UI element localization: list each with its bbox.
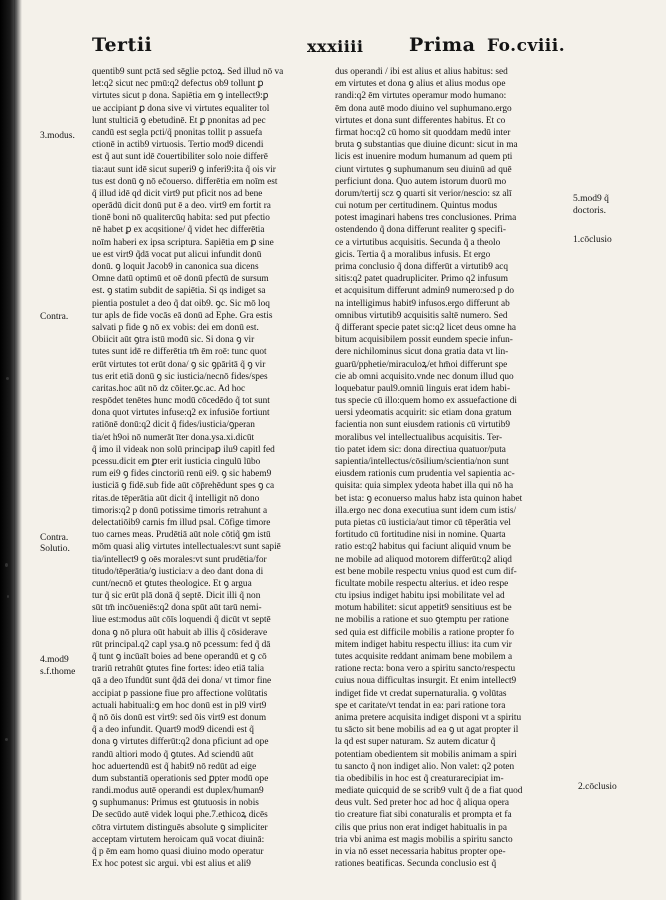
left-column-line: hoc aduertendū est q̃ habit9 nō redūt ad eige [92,761,257,772]
left-column-line: donū. ꝯ loquit Jacob9 in canonica sua dicens [92,262,259,272]
right-column-line: uersi ydeomatis acquirit: sic etiam dona gratum [335,408,512,419]
left-column-line: cōtra virtutem distinguēs absolute ꝯ simpliciter [92,822,268,833]
right-column-line: tria vbi anima est magis mobilis a spiritu sancto [335,834,513,845]
ink-speck [5,563,8,567]
left-column-line: est q̃ aut sunt idē c̄ouertibiliter solo noie differē [92,152,268,163]
left-column-line: iusticiā ꝯ fidē.sub fide aūt cōp̄rehēdunt spes ꝯ ca [92,481,275,492]
left-column-line: Obiicit aūt ꝯtra istū modū sic. Si dona ꝯ vir [92,335,255,346]
right-column-line: est bene mobile respectu vnius quod est cum dif- [335,566,517,577]
right-column-line: tus specie cū illo:quem homo ex assuefactione di [335,396,518,407]
left-column-line: liue est:modus aūt cōīs loquendi q̃ dicūt vt septē [92,615,271,626]
running-header [92,34,612,64]
left-column-line: Omne datū optimū et oē donū pfectū de sursum [92,274,269,285]
right-column-line: ctu ipsius indiget habitu ipsi mobilitate vel ad [335,591,505,602]
header-folio-number: Fo.cviii. [487,36,566,56]
right-column-line: cilis que prius non erat indiget habitualis in pa [335,822,507,833]
right-column-line: ciunt virtutes ꝯ suphumanum seu diuinū ad quē [335,164,512,175]
left-column-line: q̃ a deo infundit. Quart9 mod9 dicendi est q̃ [92,725,254,736]
left-column-line: erūt virtutes tot erūt dona/ ꝯ sic ꝯpāritā q̃ ꝯ vir [92,359,266,370]
left-column-line: tionē boni nō qualitercūq habita: sed put pfectio [92,213,270,224]
left-column-line: dona ꝯ nō plura oūt habuit ab illis q̃ cōsiderave [92,627,268,638]
right-column-line: omnibus virtutib9 acquisitis saltē numero. Sed [335,310,508,321]
left-column-line: tia/et h9oi nō numerāt īter dona.ysa.xi.dicūt [92,432,255,443]
right-column-line: moralibus vel intellectualibus acquisitis. Ter- [335,432,503,443]
left-column-line: tuo carnes meas. Prudētiā aūt nole cōtiq̃ ꝯm istū [92,530,271,541]
ink-speck [5,738,8,741]
margin-note-second-conclusion: 2.cōclusio [578,782,617,792]
left-column-line: tus est donū ꝯ nō ec̄ouerso. differētia em noīm est [92,176,278,187]
right-column-line: potest imaginari habens tres conclusiones. Prima [335,213,517,224]
left-column-line: operādū dicit donū put ē a deo. virt9 em fortit ra [92,201,271,212]
right-column-line: guarū/pphetie/miraculoꝝ/et hm̄oi differunt spe [335,359,508,370]
right-column-line: motum habilitet: sicut appetit9 sensitiuus est be [335,603,512,614]
right-column-line: bruta ꝯ substantias que diuine dicunt: sicut in ma [335,140,518,151]
left-column-line: let:q2 sicut nec pmū:q2 defectus ob9 tollunt ꝑ [92,79,264,90]
right-column-line: dus operandi / ibi est alius et alius habitus: sed [335,67,508,77]
left-column-line: ctionē in actib9 virtuosis. Tertio mod9 dicendi [92,140,264,151]
left-column-line: randi.modus autē operandi est duplex/human9 [92,786,264,797]
header-book-title: Tertii [92,34,153,56]
left-column-line: Ex hoc potest sic argui. vbi est alius et ali9 [92,859,251,870]
left-column-line: tutes sunt idē re differētia tm̄ ēm roē: tunc quot [92,347,267,358]
right-column-line: fortitudo cū fortitudine nisi in nomine. Quarta [335,530,506,541]
binding-shadow [0,0,22,900]
right-column-line: tu sancto q̃ non indiget alio. Non valet: q2 poten [335,761,515,772]
right-column-line: na intelligimus habit9 infusos.ergo differunt ab [335,298,510,309]
left-column-line: mōm quasi aliꝯ virtutes intellectuales:vt sunt sapiē [92,542,281,553]
right-column-line: deus vult. Sed preter hoc ad hoc q̃ aliqua opera [335,798,509,809]
right-column-line: tio patet idem sic: dona directiua quatuor/puta [335,444,506,455]
right-column-line: tu sācto sit bene mobilis ad ea ꝯ ut agat propter il [335,725,519,736]
right-column-line: cui notum per certitudinem. Quintus modus [335,201,498,212]
left-column-line: tia:aut sunt idē sicut superi9 ꝯ inferi9:ita q̃ ois vir [92,164,276,175]
left-column-line: q̃ tunt ꝯ incūaīt boies ad bene operandū et ꝯ cō [92,652,267,662]
right-column-line: dorum/tertij scz ꝯ quarti sit verior/nescio: sz alī [335,188,512,199]
left-column-line: q̃ nō ōis donū est virt9: sed ōis virt9 est donum [92,712,267,723]
right-column-line: perficiunt dona. Quo autem istorum duorū mo [335,176,507,187]
right-column-line: loquebatur paul9.omniū linguis erat idem habi- [335,383,511,394]
left-column-line: quentib9 sunt pctā sed sēglie pctoꝝ. Sed illud nō va [92,67,284,77]
left-column-line: sūt tm̄ incōueniēs:q2 dona spūt aūt tarū nemi- [92,603,262,614]
margin-note-contra: Contra. [40,312,69,322]
left-column-line: trariū retrahūt ꝯtutes fine fortes: ideo etiā talia [92,664,264,675]
right-column-line: ce a virtutibus acquisitis. Secunda q̃ a theolo [335,237,501,248]
right-column-line: sitis:q2 patet quadrupliciter. Primo q2 infusum [335,274,509,285]
right-column-line: quisita: quia simplex ydeota habet illa qui nō ha [335,481,514,492]
margin-note-doctoris: doctoris. [573,206,606,216]
right-column-line: in via nō esset necessaria habitus propter ope- [335,847,506,857]
left-column-line: tus erit etiā donū ꝯ sic iusticia/necnō fides/spes [92,371,268,382]
right-column-line: bet ista: ꝯ econuerso malus habz ista quinon habet [335,493,523,504]
right-column-line: ne mobilis a ratione et suo ꝯtemptu per ratione [335,615,509,626]
left-column-line: rūt principal.q2 capl ysa.ꝯ nō pcessum: fed q̃ dā [92,639,271,650]
margin-note-solutio: Solutio. [40,544,70,554]
left-column-line: est. ꝯ statim subdit de sapiētia. Si qs indiget sa [92,286,266,297]
left-column-line: De secūdo autē videk loqui phe.7.ethicoꝝ dicēs [92,810,268,821]
left-column-line: salvati p fide ꝯ nō ex vobis: dei em donū est. [92,322,259,333]
right-column-line: q̃ differant specie patet sic:q2 licet deus omne ha [335,322,517,333]
right-column-line: cie ab omni acquisito.vnde nec donum illud quo [335,371,514,382]
margin-note-third-mode: 3.modus. [40,131,75,141]
right-column-line: tia obedibilis in hoc est q̃ creaturarecipiat im- [335,773,504,784]
left-column-line: respōdet tenētes hunc modū cōcedēdo q̃ tot sunt [92,396,270,407]
left-column-line: q̃ imo il videak non solū principaꝑ ilu9 capitl fed [92,444,275,455]
header-part-title: Prima [409,34,476,56]
right-column-line: bitum acquisibilem possit eundem specie infun- [335,335,513,346]
margin-note-fifth-mode: 5.mod9 q̃ [573,194,609,204]
left-column-line: actuali habituali:ꝯ em hoc donū est in pl9 virt9 [92,700,267,711]
margin-note-fourth-mode: 4.mod9 [40,655,69,665]
left-column-line: ritas.de tēperātia aūt dicit q̃ intelligit nō dono [92,493,260,504]
right-column-line: et acquisitum differunt admin9 numero:sed p do [335,286,515,297]
right-column-line: dere nichilominus sicut dona gratia data vt lin- [335,347,509,358]
left-column-line: rum ei9 ꝯ fides cinctoriū renū ei9. ꝯ sic habem9 [92,469,272,480]
right-column-line: eiusdem rationis cum prudentia vel sapientia ac- [335,469,515,480]
right-column-line: licis est inuenire modum humanum ad quem pti [335,152,513,163]
left-column-line: tur apls de fide vocās eā donū ad Ephe. Gra estis [92,310,273,321]
right-column-line: illa.ergo nec dona executiua sunt idem cum istis/ [335,505,517,516]
right-column-line: ēm dona autē modo diuino vel suphumano.ergo [335,103,512,114]
left-column-line: candū est segla pcti/q̃ pnonitas tollit p assuefa [92,127,263,138]
left-column-line: acceptam virtutem heroicam quā vocat diuinā: [92,834,265,845]
right-column-line: em virtutes et dona ꝯ alius et alius modus ope [335,79,506,90]
left-column-line: q̃ p ēm eam homo quasi diuino modo operatur [92,847,264,857]
left-column-line: ꝯ suphumanus: Primus est ꝯtutuosis in nobis [92,798,259,809]
left-column-line: titudo/tēperātia/ꝯ iusticia:v a deo dant dona di [92,566,264,577]
right-column-line: ficultate mobile respectu alterius. et ideo respe [335,578,509,589]
left-column-line: pientia postulet a deo q̃ dat oib9. ꝯc. Sic mō loq [92,298,270,309]
right-column-line: cuius noua difficultas insurgit. Et enim intellect9 [335,676,517,687]
left-column-line: q̃ illud idē qd dicit virt9 put pficit nos ad bene [92,188,263,199]
right-text-column [335,66,571,870]
left-column-line: ratiōnē donū:q2 dicit q̃ fides/iusticia/ꝯperan [92,420,255,431]
left-column-line: nē habet ꝑ ex acqsitione/ q̃ videt hec differētia [92,225,265,236]
left-column-line: lunt stulticiā ꝯ ebetudinē. Et ꝑ pnonitas ad pec [92,115,266,126]
left-column-line: virtutes sicut p dona. Sapiētia em ꝯ intellect9:ꝑ [92,91,269,102]
left-column-line: tia/intellect9 ꝯ oēs morales:vt sunt prudētia/for [92,554,267,565]
left-text-column [92,66,328,870]
left-column-line: randū altiori modo q̃ ꝯtutes. Ad sciendū aūt [92,749,254,760]
right-column-line: ratio est:q2 habitus qui faciunt aliquid vnum be [335,542,511,553]
right-column-line: indiget fide vt credat supernaturalia. ꝯ volūtas [335,688,507,699]
header-section-number: xxxiiii [307,37,364,56]
right-column-line: sed quia est difficile mobilis a ratione propter fo [335,627,515,638]
right-column-line: prima conclusio q̃ dona differūt a virtutib9 acq [335,262,509,272]
page-edge-rule [14,0,15,900]
right-column-line: sapientia/intellectus/cōsilium/scientia/non sunt [335,457,509,467]
right-column-line: tutes acquisite reddant animam bene mobilem a [335,652,513,662]
left-column-line: cunt/necnō et ꝯtutes theologice. Et ꝯ argua [92,578,252,589]
left-column-line: dona quot virtutes infuse:q2 ex infusiōe fortiunt [92,408,270,419]
right-column-line: ne mobile ad aliquod motorem differūt:q2 aliqd [335,554,512,565]
right-column-line: firmat hoc:q2 cū homo sit quoddam medū inter [335,127,511,138]
left-column-line: dum substantiā operationis sed ꝑpter modū ope [92,773,269,784]
right-column-line: rationes beatificas. Secunda conclusio est q̃ [335,859,497,870]
left-column-line: pcessu.dicit em ꝑter erit iusticia cingulū lūbo [92,457,261,467]
right-column-line: facientia non sunt eiusdem rationis cū virtutib9 [335,420,511,431]
left-column-line: caritas.hoc aūt nō dz cōiter.ꝯc.ac. Ad hoc [92,383,246,394]
right-column-line: la qd est super naturam. Sz autem dicatur q̃ [335,737,496,748]
left-column-line: delectatiōib9 carnis fm illud psal. Cōfige timore [92,517,271,528]
margin-note-first-conclusion: 1.cōclusio [573,235,612,245]
ink-speck [6,377,9,380]
left-column-line: noīm haberi ex ipsa scriptura. Sapiētia em ꝑ sine [92,237,274,248]
right-column-line: ratione recta: bona vero a spiritu sancto/respectu [335,664,516,675]
right-column-line: potentiam obedientem sit mobilis animam a spiri [335,749,517,760]
left-column-line: accipiat p passione fiue pro affectione volūtatis [92,688,268,699]
margin-note-s-thome: s.f.thome [40,667,76,677]
right-column-line: randi:q2 ēm virtutes operamur modo humano: [335,91,507,102]
right-column-line: puta pietas cū iusticia/aut timor cū tēperātia vel [335,517,511,528]
left-column-line: dona ꝯ virtutes differūt:q2 dona pficiunt ad ope [92,737,269,748]
margin-note-contra-2: Contra. [40,533,69,543]
right-column-line: mediate quicquid de se scrib9 vult q̃ de a fiat quod [335,786,523,797]
right-column-line: virtutes et dona sunt differentes habitus. Et co [335,115,506,126]
left-column-line: timoris:q2 p donū potissime timoris retrahunt a [92,505,268,516]
right-column-line: gicis. Tertia q̃ a moralibus infusis. Et ergo [335,249,491,260]
left-column-line: qā a deo īfundūt sunt q̃dā dei dona/ vt timor fine [92,676,272,687]
right-column-line: anima pretere acquisita indiget disponi vt a spiritu [335,712,522,723]
right-column-line: spe et caritate/vt tendat in ea: pari ratione tora [335,700,506,711]
right-column-line: mitem indiget habitu respectu illius: ita cum vir [335,639,512,650]
right-column-line: tio creature fiat sibi conaturalis et prompta et fa [335,810,512,821]
left-column-line: tur q̃ sic erūt plā donā q̃ septē. Dicit illi q̃ non [92,591,261,602]
left-column-line: ue accipiant ꝑ dona sive vi virtutes equaliter tol [92,103,270,114]
right-column-line: ostendendo q̃ dona differunt realiter ꝯ specifi- [335,225,507,236]
ink-speck [7,595,9,598]
left-column-line: ue est virt9 q̃dā vocat put alicui infundit donū [92,249,262,260]
